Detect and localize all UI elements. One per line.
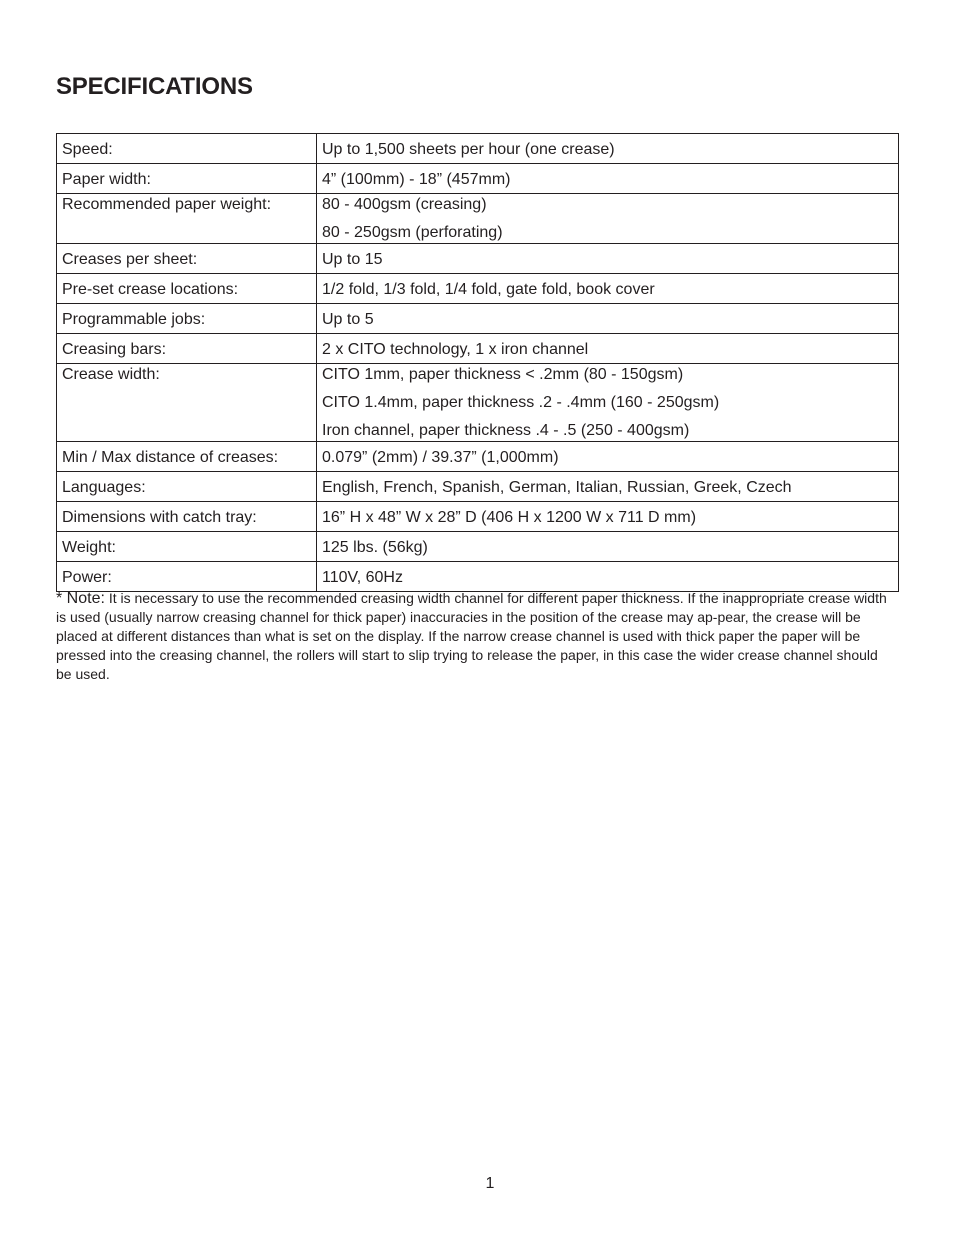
table-row [57, 364, 899, 442]
spec-label: Pre-set crease locations: [57, 274, 317, 304]
spec-label: Min / Max distance of creases: [57, 442, 317, 472]
spec-value: 125 lbs. (56kg) [317, 532, 899, 562]
note-text: It is necessary to use the recommended creasing width channel for different paper thickness. If the inappropriate crease width is used (usually narrow creasing channel for thick paper) inaccuracies in the position of the crease may ap-pear, the crease will be placed at different distances than what is set on the display. If the narrow crease channel is used with thick paper the paper will be pressed into the creasing channel, the rollers will start to slip trying to release the paper, in this case the wider crease channel should be used. [56, 590, 887, 682]
table-row [57, 532, 899, 562]
spec-value: Up to 5 [317, 304, 899, 334]
spec-value: 110V, 60Hz [317, 562, 899, 592]
spec-value: Up to 15 [317, 244, 899, 274]
spec-value-cell [317, 194, 899, 244]
spec-label: Programmable jobs: [57, 304, 317, 334]
note-paragraph [56, 589, 896, 684]
page-title: SPECIFICATIONS [56, 73, 253, 100]
table-row [57, 442, 899, 472]
table-row [57, 194, 899, 244]
spec-value: English, French, Spanish, German, Italian, Russian, Greek, Czech [317, 472, 899, 502]
spec-label: Power: [57, 562, 317, 592]
spec-value: 80 - 250gsm (perforating) [322, 224, 503, 241]
spec-value: CITO 1mm, paper thickness < .2mm (80 - 150gsm) [322, 366, 684, 383]
spec-label: Recommended paper weight: [57, 194, 317, 244]
table-row [57, 334, 899, 364]
specifications-table-body [57, 134, 899, 592]
spec-label: Speed: [57, 134, 317, 164]
spec-value-cell [317, 364, 899, 442]
spec-label: Weight: [57, 532, 317, 562]
spec-value: 1/2 fold, 1/3 fold, 1/4 fold, gate fold, book cover [317, 274, 899, 304]
spec-value: 0.079” (2mm) / 39.37” (1,000mm) [317, 442, 899, 472]
table-row [57, 244, 899, 274]
spec-value: 2 x CITO technology, 1 x iron channel [317, 334, 899, 364]
spec-label: Paper width: [57, 164, 317, 194]
specifications-table [56, 133, 899, 592]
table-row [57, 304, 899, 334]
table-row [57, 472, 899, 502]
table-row [57, 164, 899, 194]
spec-label: Crease width: [57, 364, 317, 442]
table-row [57, 562, 899, 592]
spec-label: Creasing bars: [57, 334, 317, 364]
spec-value: Iron channel, paper thickness .4 - .5 (250 - 400gsm) [322, 422, 690, 439]
spec-label: Creases per sheet: [57, 244, 317, 274]
spec-value: 4” (100mm) - 18” (457mm) [317, 164, 899, 194]
spec-value: Up to 1,500 sheets per hour (one crease) [317, 134, 899, 164]
spec-label: Dimensions with catch tray: [57, 502, 317, 532]
table-row [57, 134, 899, 164]
table-row [57, 502, 899, 532]
spec-label: Languages: [57, 472, 317, 502]
page-number: 1 [485, 1175, 495, 1192]
table-row [57, 274, 899, 304]
spec-value: 16” H x 48” W x 28” D (406 H x 1200 W x 711 D mm) [317, 502, 899, 532]
note-label: * Note: [56, 590, 105, 607]
spec-value: CITO 1.4mm, paper thickness .2 - .4mm (160 - 250gsm) [322, 394, 720, 411]
spec-value: 80 - 400gsm (creasing) [322, 196, 487, 213]
